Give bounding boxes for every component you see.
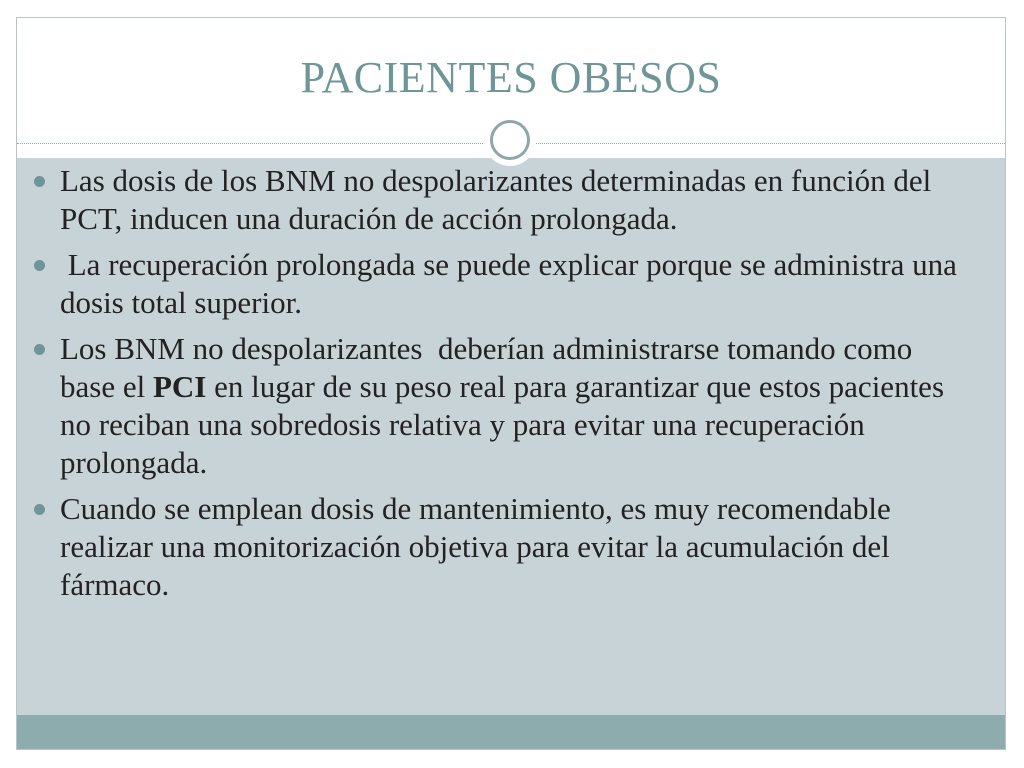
bullet-list — [34, 162, 964, 612]
bullet-dot-icon — [34, 504, 45, 515]
list-item — [34, 330, 964, 482]
ring-inner — [490, 120, 530, 160]
bullet-text: Cuando se emplean dosis de mantenimiento, es muy recomendable realizar una monitorización objetiva para evitar la acumulación del fármaco. — [60, 491, 891, 602]
bullet-text-after: en lugar de su peso real para garantizar que estos pacientes no reciban una sobredosis relativa y para evitar una recuperación prolongada. — [60, 369, 945, 480]
bullet-text-before: Los BNM no despolarizantes deberían administrarse tomando como base el — [60, 331, 921, 404]
bullet-text: La recuperación prolongada se puede explicar porque se administra una dosis total superior. — [60, 247, 965, 320]
bullet-text: Las dosis de los BNM no despolarizantes determinadas en función del PCT, inducen una duración de acción prolongada. — [60, 163, 932, 236]
list-item — [34, 162, 964, 238]
ring-icon — [484, 114, 536, 166]
slide-title: PACIENTES OBESOS — [300, 53, 722, 102]
bullet-text-bold: PCI — [152, 369, 207, 404]
bullet-dot-icon — [34, 260, 45, 271]
list-item — [34, 490, 964, 604]
bullet-dot-icon — [34, 176, 45, 187]
bullet-dot-icon — [34, 344, 45, 355]
footer-bar — [17, 715, 1005, 749]
list-item — [34, 246, 964, 322]
